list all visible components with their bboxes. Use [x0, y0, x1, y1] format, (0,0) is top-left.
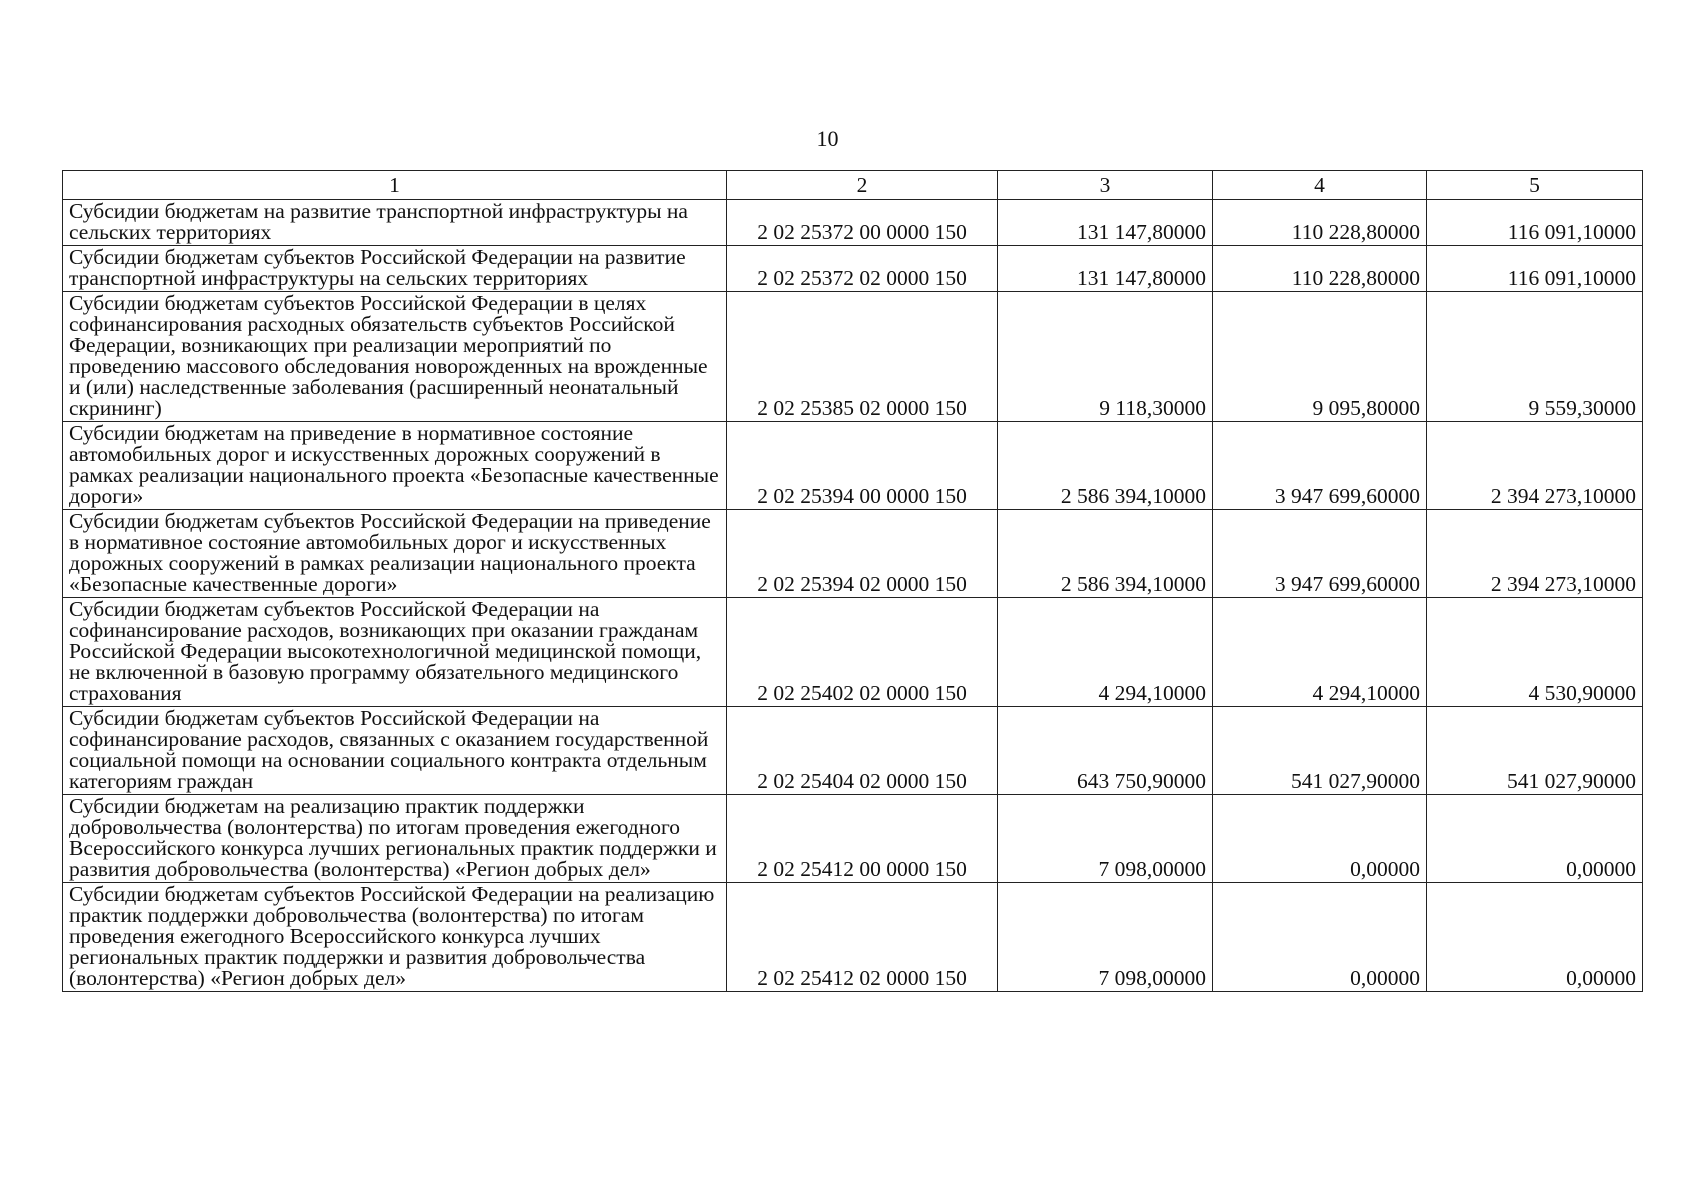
row-value-3: 7 098,00000 — [998, 883, 1213, 992]
row-value-4: 541 027,90000 — [1213, 707, 1427, 795]
table-row — [63, 510, 1643, 598]
row-value-5: 541 027,90000 — [1427, 707, 1643, 795]
row-name: Субсидии бюджетам субъектов Российской Федерации на развитие транспортной инфраструктуры на сельских территориях — [63, 246, 727, 292]
row-name: Субсидии бюджетам субъектов Российской Федерации на софинансирование расходов, связанных с оказанием государственной социальной помощи на основании социального контракта отдельным категориям граждан — [63, 707, 727, 795]
row-name: Субсидии бюджетам на реализацию практик поддержки добровольчества (волонтерства) по итогам проведения ежегодного Всероссийского конкурса лучших региональных практик поддержки и развития добровольчества (волонтерства) «Регион добрых дел» — [63, 795, 727, 883]
column-header-1: 1 — [63, 171, 727, 200]
row-code: 2 02 25402 02 0000 150 — [727, 598, 998, 707]
row-value-5: 4 530,90000 — [1427, 598, 1643, 707]
row-value-5: 0,00000 — [1427, 795, 1643, 883]
budget-table — [62, 170, 1643, 992]
column-header-5: 5 — [1427, 171, 1643, 200]
row-value-5: 116 091,10000 — [1427, 200, 1643, 246]
row-value-4: 110 228,80000 — [1213, 200, 1427, 246]
table-row — [63, 422, 1643, 510]
row-code: 2 02 25404 02 0000 150 — [727, 707, 998, 795]
column-header-3: 3 — [998, 171, 1213, 200]
row-value-4: 9 095,80000 — [1213, 292, 1427, 422]
row-value-3: 643 750,90000 — [998, 707, 1213, 795]
row-value-4: 3 947 699,60000 — [1213, 510, 1427, 598]
table-row — [63, 598, 1643, 707]
row-value-4: 110 228,80000 — [1213, 246, 1427, 292]
table-row — [63, 246, 1643, 292]
row-value-4: 0,00000 — [1213, 795, 1427, 883]
row-code: 2 02 25412 00 0000 150 — [727, 795, 998, 883]
row-value-4: 4 294,10000 — [1213, 598, 1427, 707]
table-row — [63, 883, 1643, 992]
row-name: Субсидии бюджетам на развитие транспортной инфраструктуры на сельских территориях — [63, 200, 727, 246]
row-value-4: 0,00000 — [1213, 883, 1427, 992]
row-name: Субсидии бюджетам субъектов Российской Федерации на реализацию практик поддержки добровольчества (волонтерства) по итогам проведения ежегодного Всероссийского конкурса лучших региональных практик поддержки и развития добровольчества (волонтерства) «Регион добрых дел» — [63, 883, 727, 992]
row-code: 2 02 25385 02 0000 150 — [727, 292, 998, 422]
row-value-5: 9 559,30000 — [1427, 292, 1643, 422]
row-value-3: 131 147,80000 — [998, 246, 1213, 292]
column-header-2: 2 — [727, 171, 998, 200]
row-value-5: 2 394 273,10000 — [1427, 422, 1643, 510]
row-name: Субсидии бюджетам субъектов Российской Федерации в целях софинансирования расходных обязательств субъектов Российской Федерации, возникающих при реализации мероприятий по проведению массового обследования новорожденных на врожденные и (или) наследственные заболевания (расширенный неонатальный скрининг) — [63, 292, 727, 422]
row-value-5: 0,00000 — [1427, 883, 1643, 992]
row-code: 2 02 25394 02 0000 150 — [727, 510, 998, 598]
page-number: 10 — [816, 126, 839, 151]
row-value-3: 4 294,10000 — [998, 598, 1213, 707]
table-header-row — [63, 171, 1643, 200]
table-row — [63, 795, 1643, 883]
row-code: 2 02 25372 00 0000 150 — [727, 200, 998, 246]
row-value-3: 131 147,80000 — [998, 200, 1213, 246]
row-value-5: 2 394 273,10000 — [1427, 510, 1643, 598]
table-row — [63, 292, 1643, 422]
row-name: Субсидии бюджетам субъектов Российской Федерации на софинансирование расходов, возникающих при оказании гражданам Российской Федерации высокотехнологичной медицинской помощи, не включенной в базовую программу обязательного медицинского страхования — [63, 598, 727, 707]
row-value-5: 116 091,10000 — [1427, 246, 1643, 292]
row-code: 2 02 25394 00 0000 150 — [727, 422, 998, 510]
row-name: Субсидии бюджетам на приведение в нормативное состояние автомобильных дорог и искусственных дорожных сооружений в рамках реализации национального проекта «Безопасные качественные дороги» — [63, 422, 727, 510]
column-header-4: 4 — [1213, 171, 1427, 200]
row-value-4: 3 947 699,60000 — [1213, 422, 1427, 510]
table-row — [63, 707, 1643, 795]
row-name: Субсидии бюджетам субъектов Российской Федерации на приведение в нормативное состояние автомобильных дорог и искусственных дорожных сооружений в рамках реализации национального проекта «Безопасные качественные дороги» — [63, 510, 727, 598]
row-code: 2 02 25412 02 0000 150 — [727, 883, 998, 992]
row-value-3: 9 118,30000 — [998, 292, 1213, 422]
row-value-3: 2 586 394,10000 — [998, 422, 1213, 510]
row-code: 2 02 25372 02 0000 150 — [727, 246, 998, 292]
table-row — [63, 200, 1643, 246]
row-value-3: 2 586 394,10000 — [998, 510, 1213, 598]
row-value-3: 7 098,00000 — [998, 795, 1213, 883]
